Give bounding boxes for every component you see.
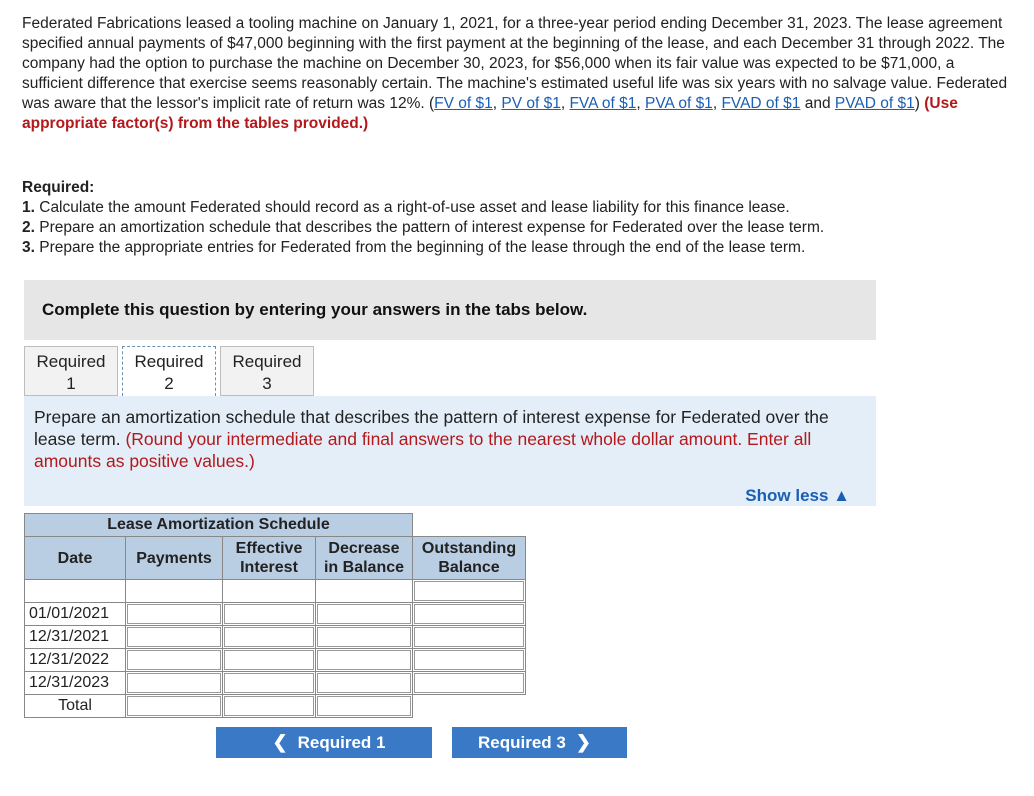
close-paren: ): [914, 95, 920, 112]
balance-cell[interactable]: [413, 603, 526, 626]
total-payments-cell[interactable]: [126, 695, 223, 718]
chevron-left-icon: ❮: [272, 732, 288, 752]
table-row: [25, 672, 526, 695]
payment-input[interactable]: [127, 650, 221, 670]
required-item-3: [22, 238, 1012, 258]
required-list: [22, 178, 1012, 258]
prev-required-button[interactable]: [216, 727, 432, 758]
table-row: [25, 626, 526, 649]
decrease-cell[interactable]: [316, 603, 413, 626]
required-heading: Required:: [22, 179, 95, 196]
interest-input[interactable]: [224, 650, 314, 670]
balance-input[interactable]: [414, 604, 524, 624]
tab-label: Required: [36, 352, 106, 371]
total-decrease-cell[interactable]: [316, 695, 413, 718]
opening-balance-input[interactable]: [414, 581, 524, 601]
interest-input[interactable]: [224, 627, 314, 647]
header-label: Decrease: [328, 540, 400, 557]
chevron-right-icon: ❯: [575, 732, 591, 752]
blank-cell: [126, 580, 223, 603]
balance-cell[interactable]: [413, 672, 526, 695]
required-item-text: Prepare an amortization schedule that describes the pattern of interest expense for Federated over the lease term.: [34, 219, 825, 236]
tab-label: Required: [232, 352, 302, 371]
decrease-input[interactable]: [317, 604, 411, 624]
prev-label: Required 1: [297, 732, 386, 752]
interest-input[interactable]: [224, 604, 314, 624]
balance-input[interactable]: [414, 627, 524, 647]
separator: ,: [560, 95, 570, 112]
blank-cell: [316, 580, 413, 603]
link-pvad[interactable]: PVAD of $1: [834, 95, 915, 112]
table-row: [25, 603, 526, 626]
link-fvad[interactable]: FVAD of $1: [721, 95, 801, 112]
payment-input[interactable]: [127, 673, 221, 693]
total-decrease-input[interactable]: [317, 696, 411, 716]
total-interest-cell[interactable]: [223, 695, 316, 718]
header-label: Outstanding: [421, 540, 517, 557]
tab-number: 1: [66, 374, 76, 393]
header-decrease-balance: [316, 537, 413, 580]
interest-cell[interactable]: [223, 672, 316, 695]
required-item-num: 3.: [22, 239, 35, 256]
row-date: 12/31/2023: [25, 672, 126, 695]
required-item-text: Prepare the appropriate entries for Federated from the beginning of the lease through the end of the lease term.: [34, 239, 806, 256]
link-pv[interactable]: PV of $1: [501, 95, 561, 112]
tab-number: 3: [262, 374, 272, 393]
tab-panel: [24, 396, 876, 506]
interest-cell[interactable]: [223, 649, 316, 672]
total-row: [25, 695, 526, 718]
header-effective-interest: [223, 537, 316, 580]
payment-input[interactable]: [127, 627, 221, 647]
total-payments-input[interactable]: [127, 696, 221, 716]
triangle-up-icon: ▲: [833, 486, 850, 505]
table-caption: Lease Amortization Schedule: [25, 514, 413, 537]
link-fv[interactable]: FV of $1: [434, 95, 493, 112]
balance-cell[interactable]: [413, 626, 526, 649]
decrease-input[interactable]: [317, 627, 411, 647]
payment-cell[interactable]: [126, 672, 223, 695]
blank-cell: [25, 580, 126, 603]
header-label: Balance: [438, 559, 500, 576]
blank-cell: [413, 695, 526, 718]
payment-input[interactable]: [127, 604, 221, 624]
required-item-num: 2.: [22, 219, 35, 236]
panel-instruction: [34, 406, 866, 472]
instruction-note: (Round your intermediate and final answers to the nearest whole dollar amount. Enter all amounts as positive values.): [34, 429, 812, 471]
problem-text: Federated Fabrications leased a tooling machine on January 1, 2021, for a three-year period ending December 31, 2023. The lease agreement specified annual payments of $47,000 beginning with the first payment at the beginning of the lease, and each December 31 through 2022. The company had the option to purchase the machine on December 30, 2023, for $56,000 when its fair value was expected to be $71,000, a sufficient difference that exercise seems reasonably certain. The machine's estimated useful life was six years with no salvage value. Federated was aware that the lessor's implicit rate of return was 12%. (: [22, 15, 1008, 112]
decrease-cell[interactable]: [316, 672, 413, 695]
and-text: and: [800, 95, 835, 112]
required-item-num: 1.: [22, 199, 35, 216]
show-less-label: Show less: [745, 486, 829, 505]
balance-cell[interactable]: [413, 649, 526, 672]
payment-cell[interactable]: [126, 626, 223, 649]
tab-required-3[interactable]: [220, 346, 314, 396]
header-outstanding-balance: [413, 537, 526, 580]
separator: ,: [636, 95, 646, 112]
payment-cell[interactable]: [126, 649, 223, 672]
opening-balance-cell[interactable]: [413, 580, 526, 603]
tab-label: Required: [134, 352, 204, 371]
instruction-text: Prepare an amortization schedule that describes the pattern of interest expense for Federated over the lease term.: [34, 407, 829, 449]
header-date-label: Date: [57, 549, 93, 567]
instruction-banner: Complete this question by entering your answers in the tabs below.: [24, 280, 876, 340]
interest-cell[interactable]: [223, 626, 316, 649]
tab-required-1[interactable]: [24, 346, 118, 396]
interest-cell[interactable]: [223, 603, 316, 626]
header-date: [25, 537, 126, 580]
table-row: [25, 649, 526, 672]
required-item-text: Calculate the amount Federated should record as a right-of-use asset and lease liability for this finance lease.: [34, 199, 790, 216]
required-item-2: [22, 218, 1012, 238]
row-date: 01/01/2021: [25, 603, 126, 626]
amortization-table: [24, 513, 526, 718]
tab-bar: [24, 346, 318, 396]
use-tables-note: (Use appropriate factor(s) from the tables provided.): [22, 95, 958, 132]
header-label: in Balance: [323, 559, 405, 576]
header-label: Effective: [235, 540, 303, 557]
caption-blank: [413, 514, 526, 537]
row-date: 12/31/2021: [25, 626, 126, 649]
show-less-button[interactable]: [745, 486, 850, 506]
payment-cell[interactable]: [126, 603, 223, 626]
tab-number: 2: [164, 374, 174, 393]
next-required-button[interactable]: [452, 727, 627, 758]
header-payments: [126, 537, 223, 580]
total-interest-input[interactable]: [224, 696, 314, 716]
link-fva[interactable]: FVA of $1: [569, 95, 637, 112]
total-label: Total: [25, 695, 126, 718]
decrease-input[interactable]: [317, 673, 411, 693]
decrease-input[interactable]: [317, 650, 411, 670]
problem-statement: [22, 14, 1012, 134]
balance-input[interactable]: [414, 650, 524, 670]
required-item-1: [22, 198, 1012, 218]
tab-required-2[interactable]: [122, 346, 216, 396]
separator: ,: [492, 95, 502, 112]
decrease-cell[interactable]: [316, 626, 413, 649]
separator: ,: [712, 95, 722, 112]
balance-input[interactable]: [414, 673, 524, 693]
header-label: Interest: [240, 559, 298, 576]
blank-cell: [223, 580, 316, 603]
row-date: 12/31/2022: [25, 649, 126, 672]
decrease-cell[interactable]: [316, 649, 413, 672]
link-pva[interactable]: PVA of $1: [645, 95, 713, 112]
next-label: Required 3: [478, 732, 566, 752]
header-payments-label: Payments: [136, 549, 212, 567]
interest-input[interactable]: [224, 673, 314, 693]
